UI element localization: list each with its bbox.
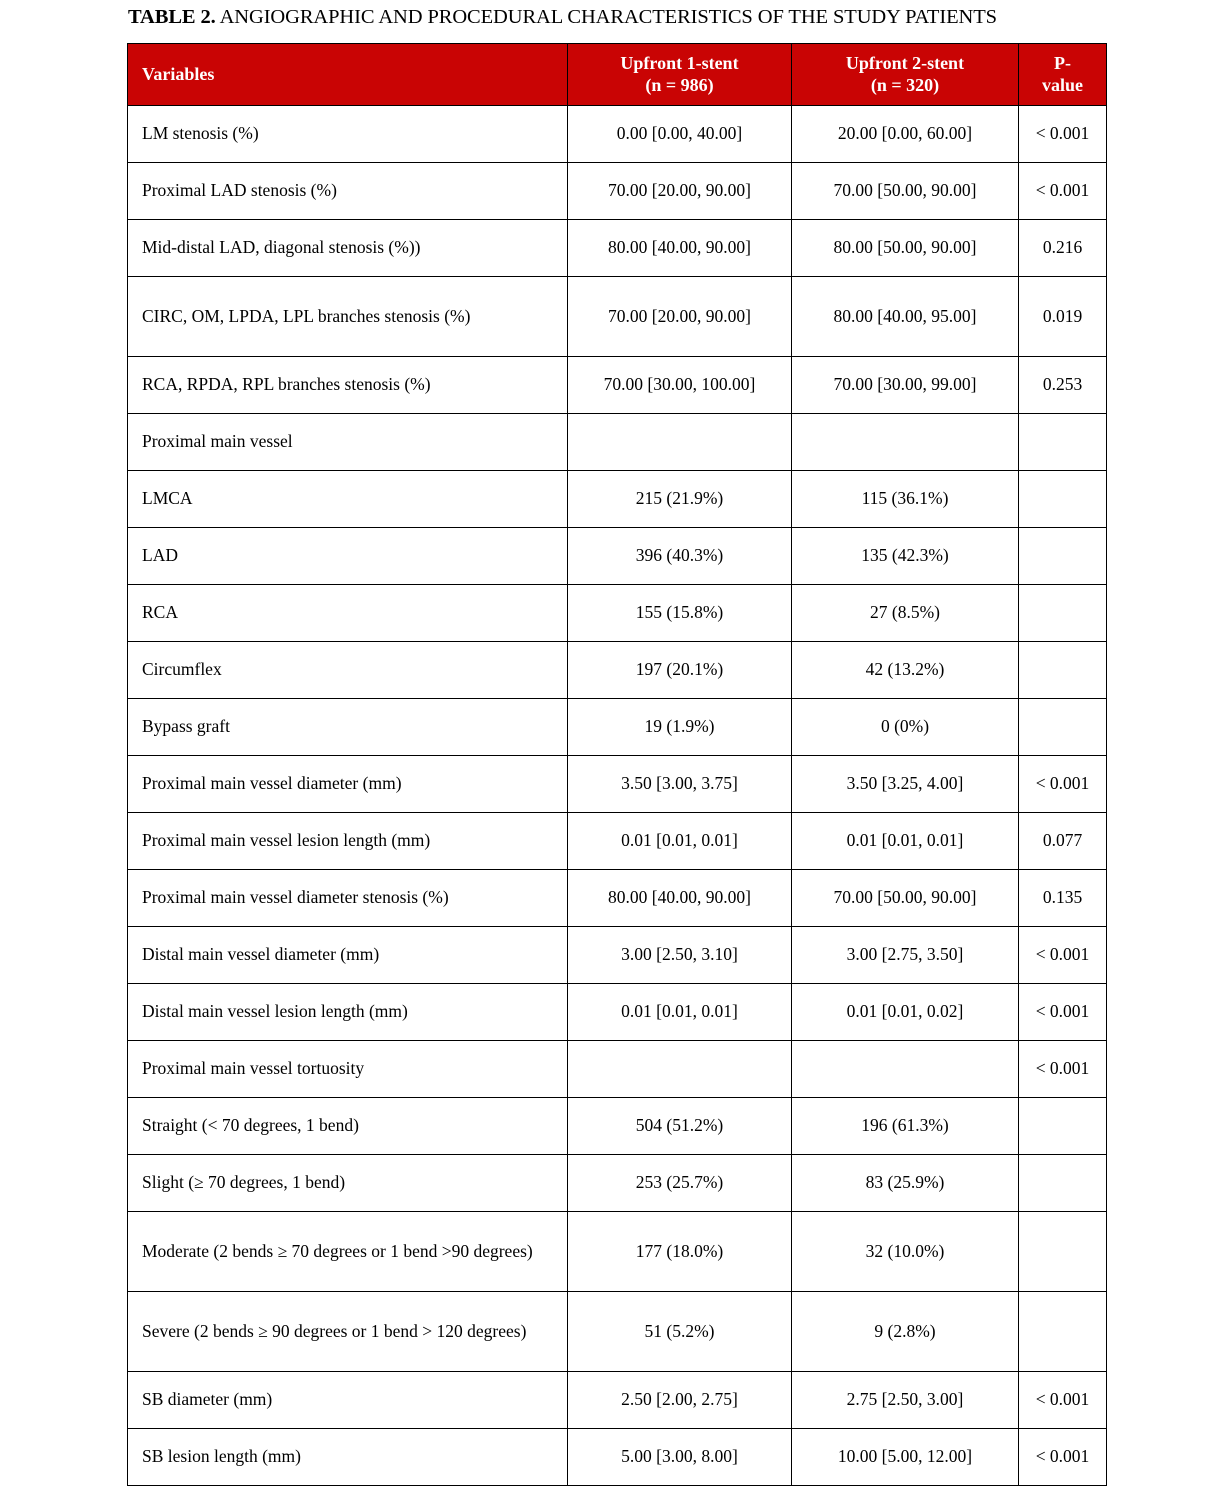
cell-p-value [1019, 528, 1107, 585]
table-caption [128, 4, 1128, 30]
cell-p-value: < 0.001 [1019, 1429, 1107, 1486]
table-row [128, 1372, 1107, 1429]
cell-upfront-1-stent: 3.00 [2.50, 3.10] [568, 927, 792, 984]
cell-upfront-2-stent: 3.50 [3.25, 4.00] [792, 756, 1019, 813]
cell-variable: Distal main vessel diameter (mm) [128, 927, 568, 984]
cell-variable: CIRC, OM, LPDA, LPL branches stenosis (%) [128, 277, 568, 357]
cell-variable: Proximal main vessel diameter (mm) [128, 756, 568, 813]
cell-p-value: 0.216 [1019, 220, 1107, 277]
cell-variable: Proximal main vessel [128, 414, 568, 471]
cell-variable: Moderate (2 bends ≥ 70 degrees or 1 bend >90 degrees) [128, 1212, 568, 1292]
table-row [128, 106, 1107, 163]
table-row [128, 927, 1107, 984]
column-header-p-value [1019, 44, 1107, 106]
cell-upfront-1-stent: 2.50 [2.00, 2.75] [568, 1372, 792, 1429]
cell-upfront-1-stent: 0.00 [0.00, 40.00] [568, 106, 792, 163]
cell-upfront-2-stent: 70.00 [50.00, 90.00] [792, 163, 1019, 220]
table-header-row [128, 44, 1107, 106]
cell-upfront-2-stent: 32 (10.0%) [792, 1212, 1019, 1292]
cell-upfront-1-stent: 70.00 [30.00, 100.00] [568, 357, 792, 414]
cell-upfront-1-stent: 177 (18.0%) [568, 1212, 792, 1292]
cell-p-value [1019, 1098, 1107, 1155]
cell-upfront-1-stent: 70.00 [20.00, 90.00] [568, 163, 792, 220]
column-header-p-value-sublabel: value [1041, 74, 1083, 95]
table-row [128, 870, 1107, 927]
cell-upfront-2-stent: 2.75 [2.50, 3.00] [792, 1372, 1019, 1429]
cell-variable: Severe (2 bends ≥ 90 degrees or 1 bend > 120 degrees) [128, 1292, 568, 1372]
table-row [128, 699, 1107, 756]
table-row [128, 414, 1107, 471]
cell-upfront-1-stent [568, 414, 792, 471]
table-body [128, 106, 1107, 1486]
cell-upfront-1-stent: 80.00 [40.00, 90.00] [568, 870, 792, 927]
cell-p-value [1019, 699, 1107, 756]
cell-variable: Straight (< 70 degrees, 1 bend) [128, 1098, 568, 1155]
table-row [128, 1292, 1107, 1372]
table-caption-text: ANGIOGRAPHIC AND PROCEDURAL CHARACTERISTICS OF THE STUDY PATIENTS [219, 6, 997, 28]
cell-p-value: 0.077 [1019, 813, 1107, 870]
column-header-upfront-1-stent-label: Upfront 1-stent [620, 52, 739, 73]
cell-p-value: 0.253 [1019, 357, 1107, 414]
cell-upfront-1-stent: 5.00 [3.00, 8.00] [568, 1429, 792, 1486]
cell-p-value: < 0.001 [1019, 1372, 1107, 1429]
cell-variable: RCA [128, 585, 568, 642]
cell-upfront-1-stent: 197 (20.1%) [568, 642, 792, 699]
cell-upfront-2-stent: 0.01 [0.01, 0.02] [792, 984, 1019, 1041]
cell-upfront-2-stent: 27 (8.5%) [792, 585, 1019, 642]
cell-upfront-2-stent: 0.01 [0.01, 0.01] [792, 813, 1019, 870]
column-header-upfront-2-stent [792, 44, 1019, 106]
table-number: TABLE 2. [128, 6, 216, 28]
cell-upfront-2-stent: 70.00 [50.00, 90.00] [792, 870, 1019, 927]
column-header-upfront-1-stent-count: (n = 986) [645, 74, 714, 95]
cell-upfront-1-stent: 396 (40.3%) [568, 528, 792, 585]
cell-upfront-1-stent: 3.50 [3.00, 3.75] [568, 756, 792, 813]
cell-upfront-2-stent: 115 (36.1%) [792, 471, 1019, 528]
cell-p-value [1019, 414, 1107, 471]
table-row [128, 585, 1107, 642]
cell-variable: LAD [128, 528, 568, 585]
cell-p-value [1019, 471, 1107, 528]
cell-p-value [1019, 1292, 1107, 1372]
table-row [128, 1429, 1107, 1486]
table-row [128, 756, 1107, 813]
cell-upfront-2-stent: 135 (42.3%) [792, 528, 1019, 585]
cell-upfront-1-stent: 0.01 [0.01, 0.01] [568, 984, 792, 1041]
table-row [128, 357, 1107, 414]
table-row [128, 642, 1107, 699]
cell-upfront-1-stent: 70.00 [20.00, 90.00] [568, 277, 792, 357]
cell-upfront-2-stent: 80.00 [50.00, 90.00] [792, 220, 1019, 277]
cell-p-value: 0.135 [1019, 870, 1107, 927]
cell-p-value: < 0.001 [1019, 756, 1107, 813]
cell-p-value [1019, 585, 1107, 642]
cell-upfront-2-stent: 10.00 [5.00, 12.00] [792, 1429, 1019, 1486]
column-header-upfront-2-stent-label: Upfront 2-stent [845, 52, 965, 73]
cell-upfront-1-stent [568, 1041, 792, 1098]
cell-variable: RCA, RPDA, RPL branches stenosis (%) [128, 357, 568, 414]
table-row [128, 220, 1107, 277]
cell-upfront-2-stent: 3.00 [2.75, 3.50] [792, 927, 1019, 984]
cell-p-value: < 0.001 [1019, 163, 1107, 220]
cell-upfront-1-stent: 504 (51.2%) [568, 1098, 792, 1155]
cell-upfront-2-stent: 9 (2.8%) [792, 1292, 1019, 1372]
table-row [128, 1041, 1107, 1098]
cell-variable: Mid-distal LAD, diagonal stenosis (%)) [128, 220, 568, 277]
cell-upfront-2-stent: 0 (0%) [792, 699, 1019, 756]
cell-variable: SB lesion length (mm) [128, 1429, 568, 1486]
cell-upfront-1-stent: 19 (1.9%) [568, 699, 792, 756]
cell-upfront-1-stent: 51 (5.2%) [568, 1292, 792, 1372]
table-row [128, 1098, 1107, 1155]
cell-variable: Circumflex [128, 642, 568, 699]
table-row [128, 1155, 1107, 1212]
cell-p-value [1019, 1212, 1107, 1292]
column-header-upfront-1-stent [568, 44, 792, 106]
cell-upfront-2-stent: 83 (25.9%) [792, 1155, 1019, 1212]
cell-variable: LM stenosis (%) [128, 106, 568, 163]
cell-variable: Proximal main vessel diameter stenosis (%) [128, 870, 568, 927]
column-header-upfront-2-stent-count: (n = 320) [870, 74, 940, 95]
table-row [128, 471, 1107, 528]
cell-variable: SB diameter (mm) [128, 1372, 568, 1429]
cell-upfront-2-stent: 80.00 [40.00, 95.00] [792, 277, 1019, 357]
column-header-variables-label: Variables [142, 63, 215, 84]
cell-upfront-1-stent: 0.01 [0.01, 0.01] [568, 813, 792, 870]
cell-variable: Proximal main vessel tortuosity [128, 1041, 568, 1098]
cell-variable: Distal main vessel lesion length (mm) [128, 984, 568, 1041]
table-row [128, 813, 1107, 870]
cell-p-value: < 0.001 [1019, 106, 1107, 163]
cell-upfront-2-stent [792, 414, 1019, 471]
table-row [128, 1212, 1107, 1292]
cell-p-value [1019, 1155, 1107, 1212]
table-row [128, 528, 1107, 585]
cell-p-value [1019, 642, 1107, 699]
column-header-variables [128, 44, 568, 106]
cell-upfront-1-stent: 155 (15.8%) [568, 585, 792, 642]
cell-variable: LMCA [128, 471, 568, 528]
angiographic-characteristics-table [127, 43, 1107, 1486]
cell-p-value: < 0.001 [1019, 1041, 1107, 1098]
table-row [128, 277, 1107, 357]
cell-variable: Bypass graft [128, 699, 568, 756]
cell-upfront-2-stent: 20.00 [0.00, 60.00] [792, 106, 1019, 163]
table-row [128, 984, 1107, 1041]
cell-upfront-2-stent [792, 1041, 1019, 1098]
column-header-p-value-label: P- [1054, 52, 1071, 73]
table-row [128, 163, 1107, 220]
cell-variable: Proximal LAD stenosis (%) [128, 163, 568, 220]
cell-upfront-2-stent: 42 (13.2%) [792, 642, 1019, 699]
cell-upfront-2-stent: 196 (61.3%) [792, 1098, 1019, 1155]
cell-upfront-1-stent: 215 (21.9%) [568, 471, 792, 528]
cell-variable: Slight (≥ 70 degrees, 1 bend) [128, 1155, 568, 1212]
cell-upfront-1-stent: 80.00 [40.00, 90.00] [568, 220, 792, 277]
cell-upfront-2-stent: 70.00 [30.00, 99.00] [792, 357, 1019, 414]
cell-variable: Proximal main vessel lesion length (mm) [128, 813, 568, 870]
cell-p-value: < 0.001 [1019, 927, 1107, 984]
cell-upfront-1-stent: 253 (25.7%) [568, 1155, 792, 1212]
cell-p-value: 0.019 [1019, 277, 1107, 357]
cell-p-value: < 0.001 [1019, 984, 1107, 1041]
table-header [128, 44, 1107, 106]
